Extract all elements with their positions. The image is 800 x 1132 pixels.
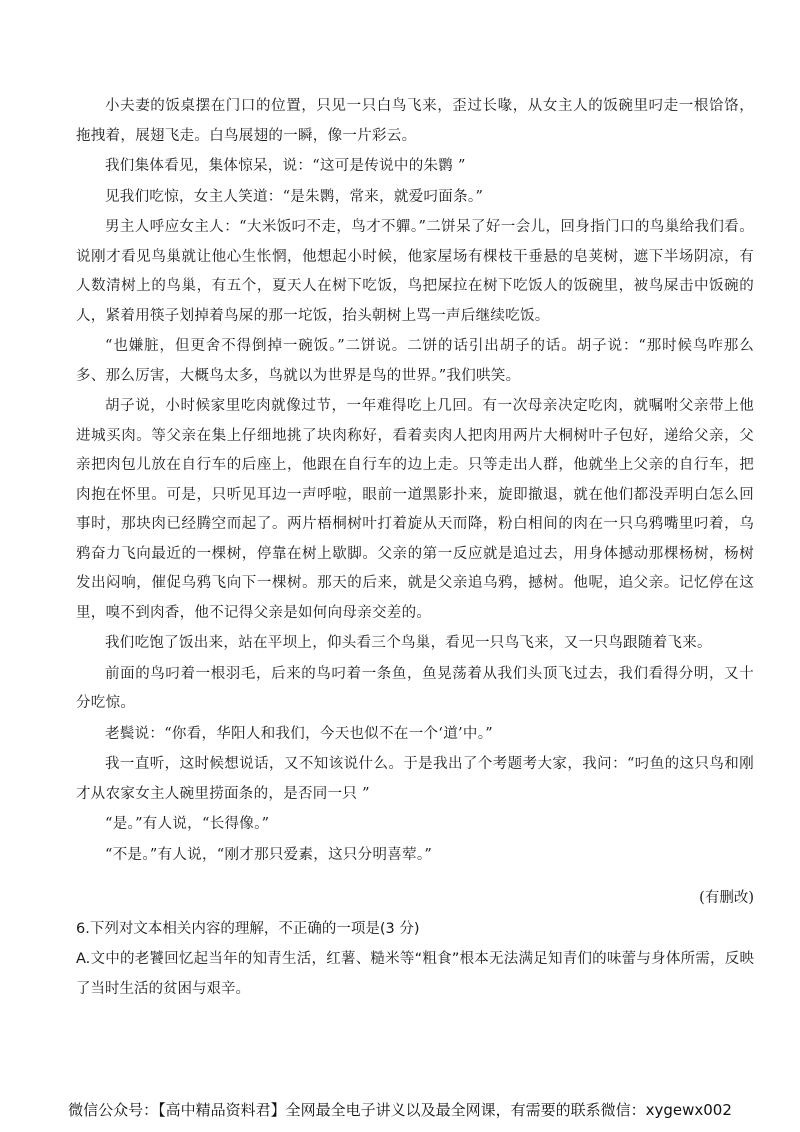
paragraph-8: 前面的鸟叼着一根羽毛，后来的鸟叼着一条鱼，鱼晃荡着从我们头顶飞过去，我们看得分明，又十分吃惊。 [76,665,754,711]
question-stem: 6.下列对文本相关内容的理解，不正确的一项是(3 分) [76,921,420,937]
source-note: (有删改) [699,890,754,906]
paragraph-12: “不是。”有人说，“刚才那只爱素，这只分明喜荤。” [105,846,433,863]
option-a: A.文中的老饕回忆起当年的知青生活，红薯、糙米等“粗食”根本无法满足知青们的味蕾与身体所需，反映了当时生活的贫困与艰辛。 [76,951,754,997]
paragraph-4: 男主人呼应女主人：“大米饭叼不走，鸟才不軃。”二饼呆了好一会儿，回身指门口的鸟巢给我们看。说刚才看见鸟巢就让他心生怅惘，他想起小时候，他家屋场有棵枝干垂悬的皂荚树，遮下半场阴凉，有人数清树上的鸟巢，有五个，夏天人在树下吃饭，鸟把屎拉在树下吃饭人的饭碗里，被鸟屎击中饭碗的人，紧着用筷子划掉着鸟屎的那一坨饭，抬头朝树上骂一声后继续吃饭。 [76,219,754,324]
paragraph-5: “也嫌脏，但更舍不得倒掉一碗饭。”二饼说。二饼的话引出胡子的话。胡子说：“那时候鸟咋那么多、那么厉害，大概鸟太多，鸟就以为世界是鸟的世界。”我们哄笑。 [76,338,754,384]
paragraph-11: “是。”有人说，“长得像。” [105,816,270,832]
paragraph-10: 我一直听，这时候想说话，又不知该说什么。于是我出了个考题考大家，我问：“叼鱼的这只鸟和刚才从农家女主人碗里捞面条的，是否同一只 ” [76,756,754,802]
footer-notice: 微信公众号：【高中精品资料君】全网最全电子讲义以及最全网课，有需要的联系微信：xygewx002 [68,1101,732,1119]
article-body [76,92,754,1004]
paragraph-9: 老鬓说：“你看，华阳人和我们，今天也似不在一个‘道’中。” [105,725,493,742]
paragraph-1: 小夫妻的饭桌摆在门口的位置，只见一只白鸟飞来，歪过长喙，从女主人的饭碗里叼走一根饸饹，拖拽着，展翅飞走。白鸟展翅的一瞬，像一片彩云。 [76,98,754,144]
paragraph-6: 胡子说，小时候家里吃肉就像过节，一年难得吃上几回。有一次母亲决定吃肉，就嘱咐父亲带上他进城买肉。等父亲在集上仔细地挑了块肉称好，看着卖肉人把肉用两片大桐树叶子包好，递给父亲，父亲把肉包儿放在自行车的后座上，他跟在自行车的边上走。只等走出人群，他就坐上父亲的自行车，把肉抱在怀里。可是，只听见耳边一声呼啦，眼前一道黑影扑来，旋即撤退，就在他们都没弄明白怎么回事时，那块肉已经腾空而起了。两片梧桐树叶打着旋从天而降，粉白相间的肉在一只乌鸦嘴里叼着，乌鸦奋力飞向最近的一棵树，停靠在树上歇脚。父亲的第一反应就是追过去，用身体撼动那棵杨树，杨树发出闷响，催促乌鸦飞向下一棵树。那天的后来，就是父亲追乌鸦，撼树。他呢，追父亲。记忆停在这里，嗅不到肉香，他不记得父亲是如何向母亲交差的。 [76,398,754,621]
paragraph-3: 见我们吃惊，女主人笑道：“是朱鹮，常来，就爱叼面条。” [105,188,484,205]
paragraph-7: 我们吃饱了饭出来，站在平坝上，仰头看三个鸟巢，看见一只鸟飞来，又一只鸟跟随着飞来。 [105,635,712,651]
paragraph-2: 我们集体看见，集体惊呆，说：“这可是传说中的朱鹮 ” [105,158,466,174]
